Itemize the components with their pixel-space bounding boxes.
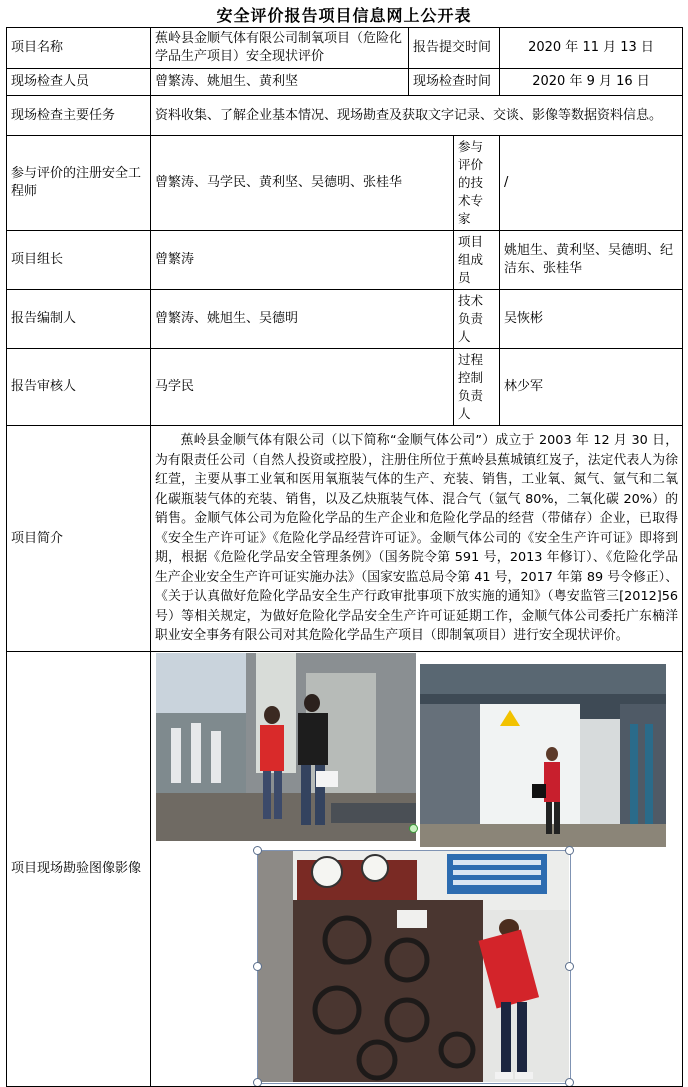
value-members: 姚旭生、黄利坚、吴德明、纪洁东、张桂华 [500, 231, 683, 290]
row-reviewer [7, 349, 683, 426]
resize-handle-bottom-right[interactable] [565, 1078, 574, 1087]
image-selection-frame[interactable] [257, 850, 571, 1084]
resize-handle-top-right[interactable] [565, 846, 574, 855]
label-tech-lead: 技术负责人 [454, 290, 500, 349]
label-main-tasks: 现场检查主要任务 [7, 96, 151, 136]
value-reviewer: 马学民 [151, 349, 454, 426]
value-engineers: 曾繁涛、马学民、黄利坚、吴德明、张桂华 [151, 136, 454, 231]
value-leader: 曾繁涛 [151, 231, 454, 290]
label-inspectors: 现场检查人员 [7, 69, 151, 96]
value-intro [151, 426, 683, 652]
label-editors: 报告编制人 [7, 290, 151, 349]
value-submit-time: 2020 年 11 月 13 日 [500, 28, 683, 69]
resize-handle-left-middle[interactable] [253, 962, 262, 971]
value-inspect-time: 2020 年 9 月 16 日 [500, 69, 683, 96]
row-engineers [7, 136, 683, 231]
value-process-control: 林少军 [500, 349, 683, 426]
label-reviewer: 报告审核人 [7, 349, 151, 426]
value-project-name: 蕉岭县金顺气体有限公司制氧项目（危险化学品生产项目）安全现状评价 [151, 28, 409, 69]
value-editors: 曾繁涛、姚旭生、吴德明 [151, 290, 454, 349]
row-intro [7, 426, 683, 652]
label-process-control: 过程控制负责人 [454, 349, 500, 426]
label-submit-time: 报告提交时间 [409, 28, 500, 69]
info-table [6, 27, 683, 1087]
photos-cell [151, 652, 683, 1087]
site-photo-tank-room [420, 664, 666, 847]
resize-handle-right-middle[interactable] [565, 962, 574, 971]
row-main-tasks [7, 96, 683, 136]
label-engineers: 参与评价的注册安全工程师 [7, 136, 151, 231]
value-inspectors: 曾繁涛、姚旭生、黄利坚 [151, 69, 409, 96]
label-intro: 项目简介 [7, 426, 151, 652]
label-photos: 项目现场勘验图像影像 [7, 652, 151, 1087]
page-title: 安全评价报告项目信息网上公开表 [216, 6, 472, 25]
label-inspect-time: 现场检查时间 [409, 69, 500, 96]
site-photo-entrance-image [156, 653, 416, 841]
value-tech-experts: / [500, 136, 683, 231]
value-tech-lead: 吴恢彬 [500, 290, 683, 349]
row-editors [7, 290, 683, 349]
label-leader: 项目组长 [7, 231, 151, 290]
row-project-name [7, 28, 683, 69]
label-project-name: 项目名称 [7, 28, 151, 69]
resize-handle-top-left[interactable] [253, 846, 262, 855]
value-main-tasks: 资料收集、了解企业基本情况、现场勘查及获取文字记录、交谈、影像等数据资料信息。 [151, 96, 683, 136]
row-inspectors [7, 69, 683, 96]
site-photo-tank-room-image [420, 664, 666, 847]
row-photos [7, 652, 683, 1087]
site-photo-entrance [156, 653, 416, 841]
rotate-handle[interactable] [409, 824, 418, 833]
label-tech-experts: 参与评价的技术专家 [454, 136, 500, 231]
resize-handle-bottom-left[interactable] [253, 1078, 262, 1087]
label-members: 项目组成员 [454, 231, 500, 290]
intro-paragraph: 蕉岭县金顺气体有限公司（以下简称“金顺气体公司”）成立于 2003 年 12 月 30 日，为有限责任公司（自然人投资或控股），注册住所位于蕉岭县蕉城镇红岌子，法定代表人为徐红萱，主要从事工业氧和医用氧瓶装气体的生产、充装、销售，工业氧、氮气、氩气和二氧化碳瓶装气体的充装、销售，以及乙炔瓶装气体、混合气（氩气 80%，二氧化碳 20%）的销售。金顺气体公司为危险化学品的生产企业和危险化学品的经营（带储存）企业，已取得《安全生产许可证》《危险化学品经营许可证》。金顺气体公司的《安全生产许可证》即将到期，根据《危险化学品安全管理条例》（国务院令第 591 号，2013 年修订）、《危险化学品生产企业安全生产许可证实施办法》（国家安监总局令第 41 号，2017 年第 89 号令修正）、《关于认真做好危险化学品安全生产行政审批事项下放实施的通知》（粤安监管三[2012]56 号）等相关规定，为做好危险化学品安全生产许可证延期工作，金顺气体公司委托广东楠洋职业安全事务有限公司对其危险化学品生产项目（即制氧项目）进行安全现状评价。 [155, 433, 679, 644]
row-leader [7, 231, 683, 290]
